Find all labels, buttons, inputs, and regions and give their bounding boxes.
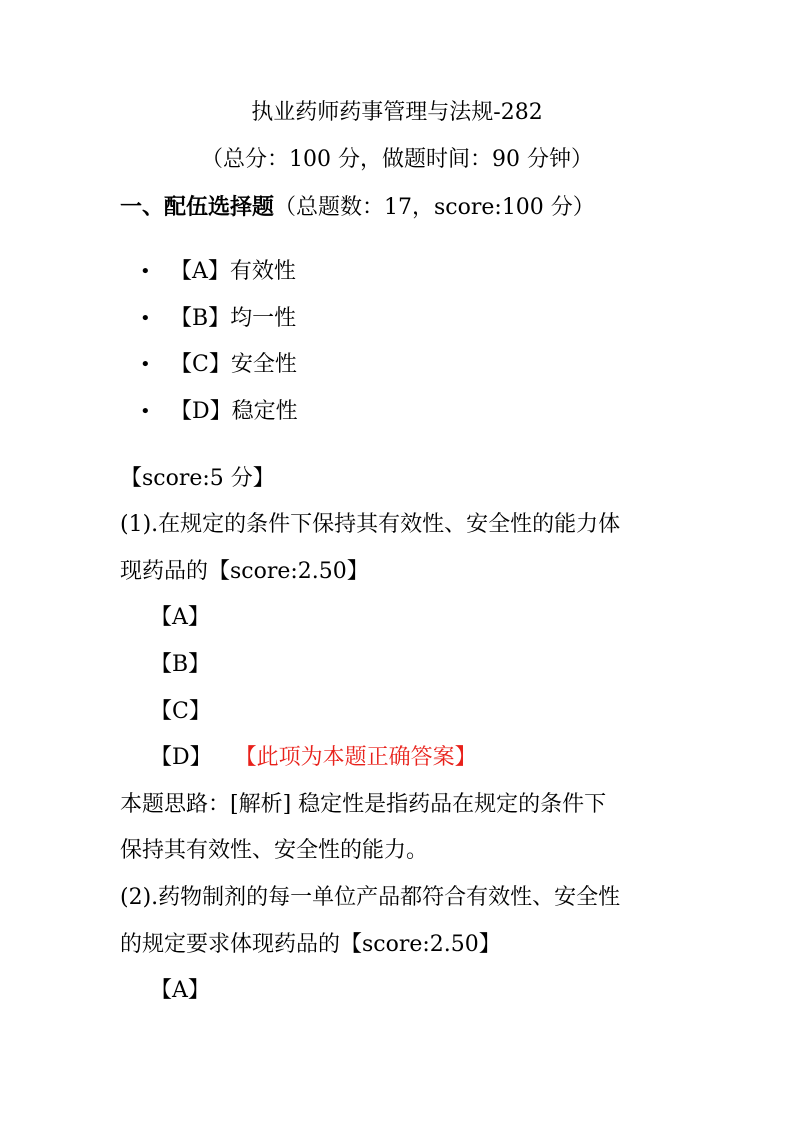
- shared-option-label: 【D】稳定性: [170, 399, 298, 424]
- section-heading: 一、配伍选择题: [120, 194, 275, 220]
- question-1-option-d-label: 【D】: [150, 745, 212, 770]
- question-1-explanation-line-1: 本题思路：[解析] 稳定性是指药品在规定的条件下: [120, 792, 607, 817]
- shared-option-b: [140, 304, 296, 334]
- question-1-explanation-line-2: 保持其有效性、安全性的能力。: [120, 838, 429, 863]
- bullet-icon: •: [140, 261, 151, 282]
- document-subtitle: （总分：100 分，做题时间：90 分钟）: [201, 147, 593, 172]
- shared-option-label: 【A】有效性: [170, 259, 296, 284]
- document-title: 执业药师药事管理与法规-282: [251, 100, 543, 125]
- bullet-icon: •: [140, 401, 151, 422]
- question-1-option-a[interactable]: 【A】: [150, 605, 210, 630]
- question-2-stem-line-2: 的规定要求体现药品的【score:2.50】: [120, 932, 501, 957]
- question-1-option-b[interactable]: 【B】: [150, 652, 211, 677]
- question-2-stem-line-1: (2).药物制剂的每一单位产品都符合有效性、安全性: [120, 885, 621, 910]
- shared-option-c: [140, 350, 297, 380]
- question-1-option-d[interactable]: [150, 743, 477, 773]
- shared-option-d: [140, 397, 298, 427]
- question-1-option-c[interactable]: 【C】: [150, 699, 211, 724]
- bullet-icon: •: [140, 308, 151, 329]
- question-2-option-a[interactable]: 【A】: [150, 978, 210, 1003]
- section-header: [120, 192, 595, 223]
- correct-answer-note: 【此项为本题正确答案】: [245, 745, 477, 770]
- bullet-icon: •: [140, 354, 151, 375]
- question-1-stem-line-2: 现药品的【score:2.50】: [120, 559, 369, 584]
- question-1-stem-line-1: (1).在规定的条件下保持其有效性、安全性的能力体: [120, 512, 621, 537]
- shared-option-label: 【B】均一性: [170, 306, 297, 331]
- section-meta: （总题数：17，score:100 分）: [274, 195, 595, 220]
- shared-option-label: 【C】安全性: [170, 352, 297, 377]
- group-score: 【score:5 分】: [120, 466, 275, 491]
- shared-option-a: [140, 257, 296, 287]
